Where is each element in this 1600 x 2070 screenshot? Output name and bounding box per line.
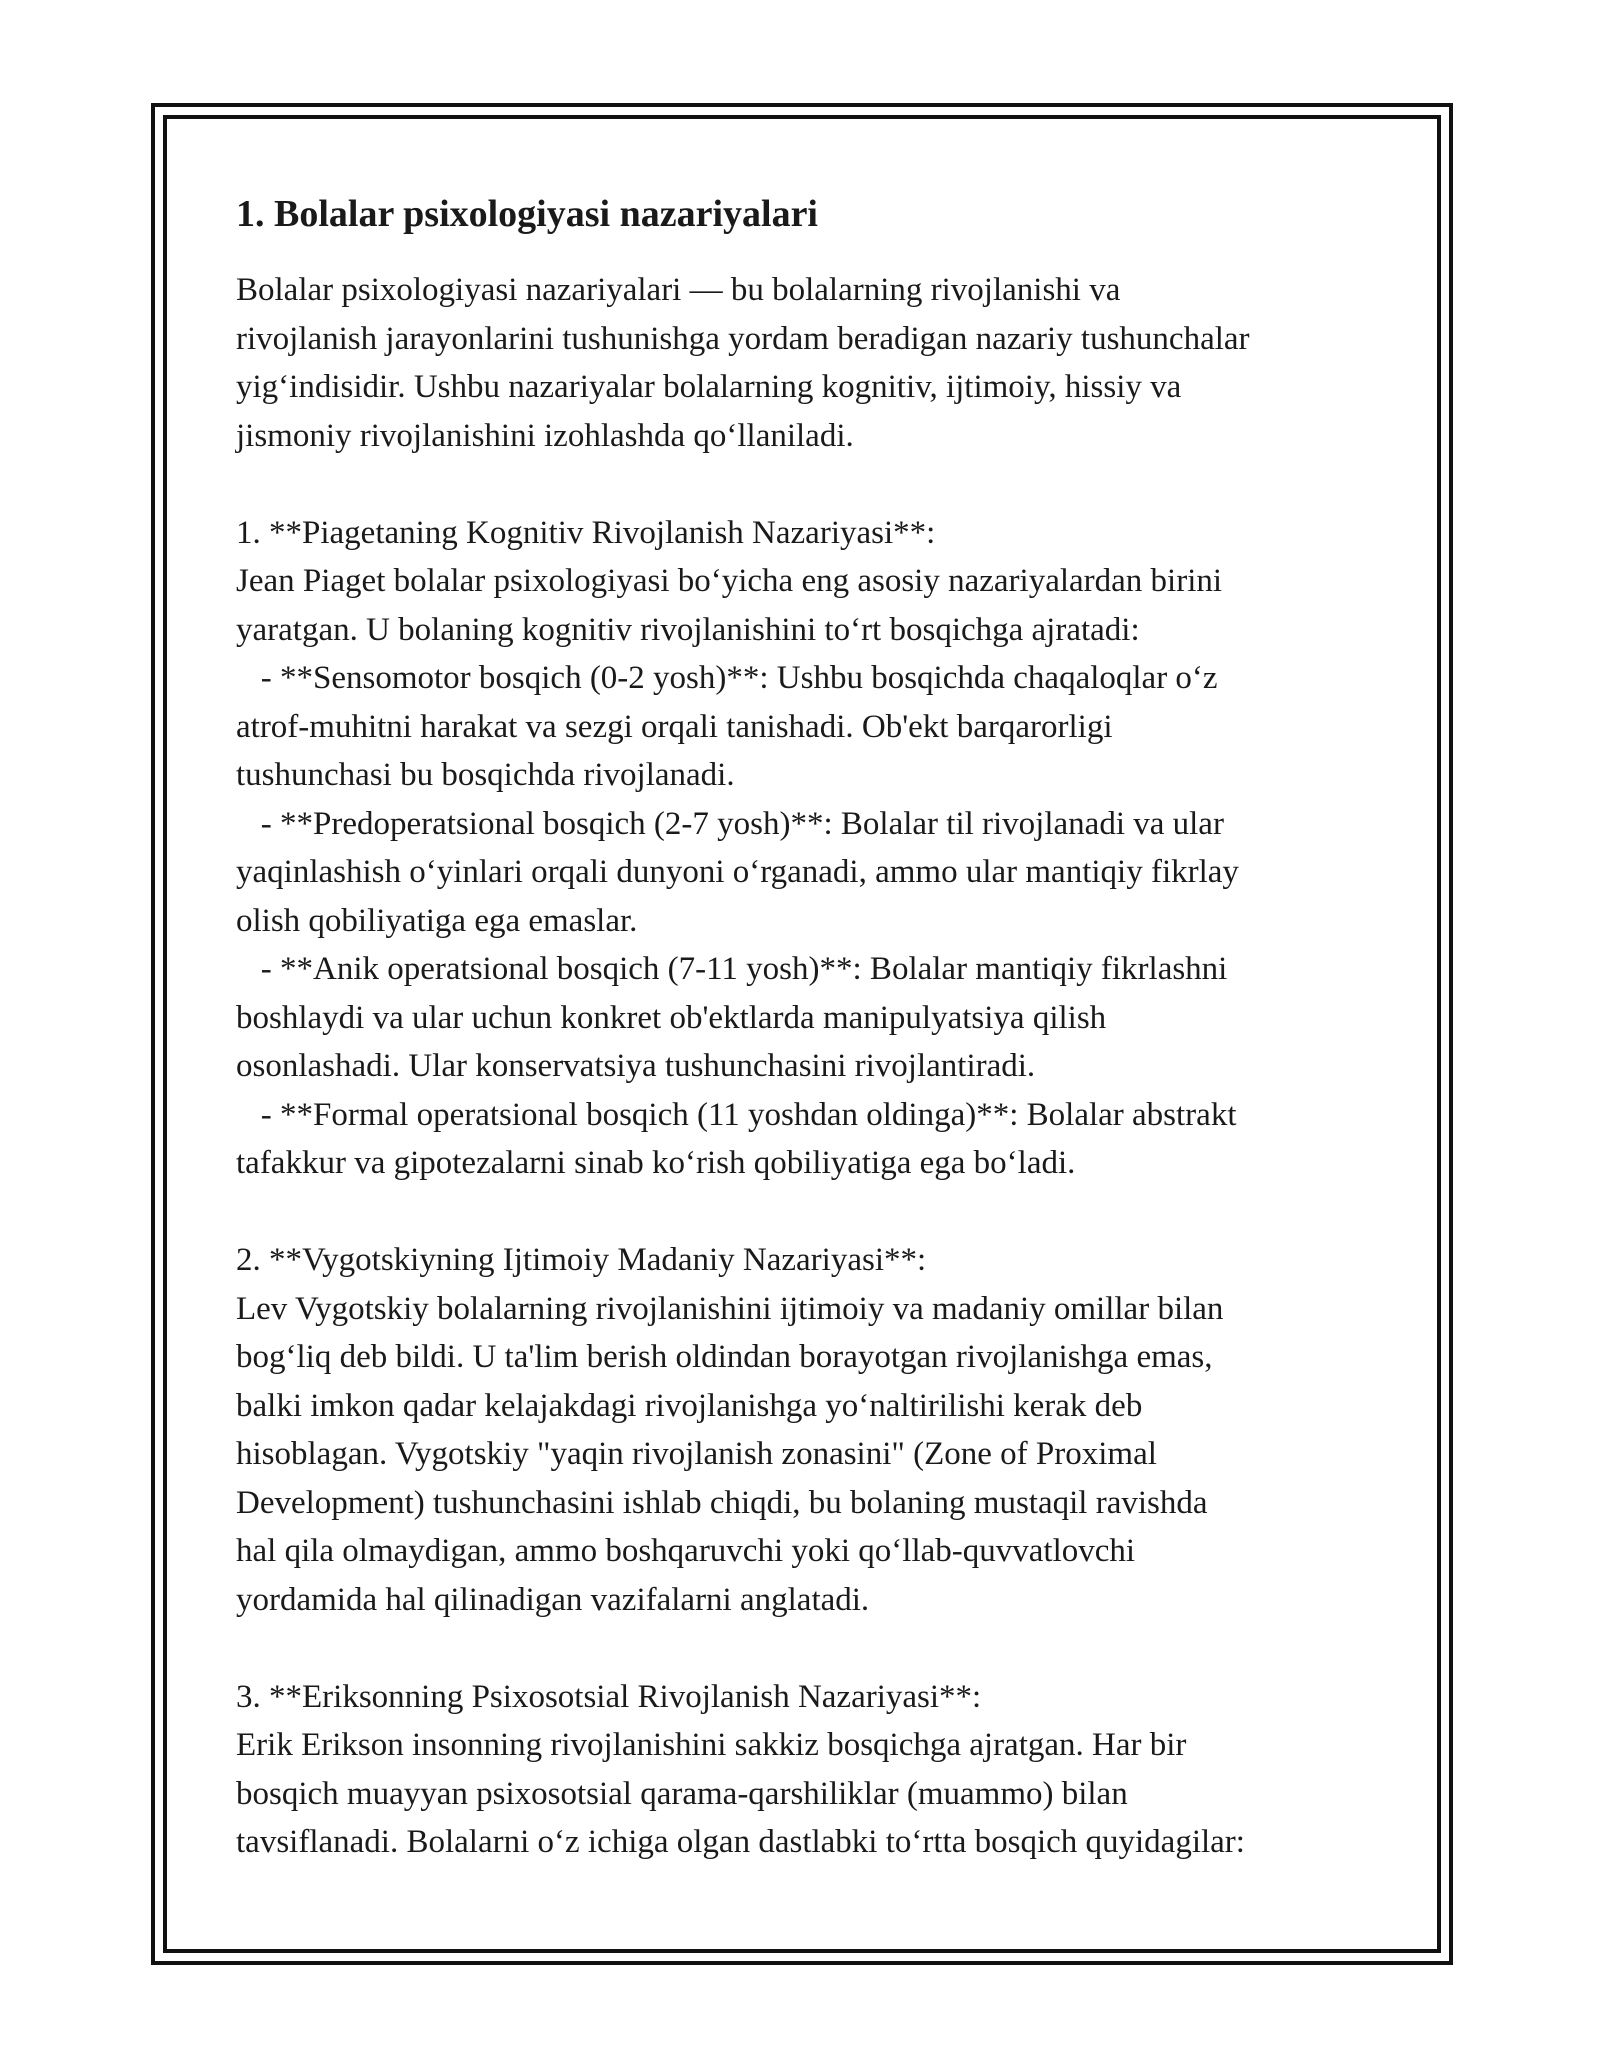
text-line: bosqich muayyan psixosotsial qarama-qarshiliklar (muammo) bilan [236, 1775, 1128, 1812]
text-line: tafakkur va gipotezalarni sinab ko‘rish qobiliyatiga ega bo‘ladi. [236, 1145, 1076, 1181]
text-line: yig‘indisidir. Ushbu nazariyalar bolalarning kognitiv, ijtimoiy, hissiy va [236, 369, 1182, 405]
text-line: Jean Piaget bolalar psixologiyasi bo‘yicha eng asosiy nazariyalardan birini [236, 563, 1223, 599]
text-line: olish qobiliyatiga ega emaslar. [236, 902, 638, 939]
text-line: Bolalar psixologiyasi nazariyalari — bu bolalarning rivojlanishi va [236, 272, 1121, 308]
text-line: yordamida hal qilinadigan vazifalarni anglatadi. [236, 1581, 870, 1618]
paragraph [236, 1236, 1376, 1624]
section-heading: 1. Bolalar psixologiyasi nazariyalari [236, 193, 818, 235]
paragraph [236, 509, 1376, 1188]
text-line: 2. **Vygotskiyning Ijtimoiy Madaniy Nazariyasi**: [236, 1242, 927, 1278]
text-line: tavsiflanadi. Bolalarni o‘z ichiga olgan dastlabki to‘rtta bosqich quyidagilar: [236, 1824, 1245, 1860]
text-line: yaratgan. U bolaning kognitiv rivojlanishini to‘rt bosqichga ajratadi: [236, 611, 1140, 648]
text-line: hal qila olmaydigan, ammo boshqaruvchi yoki qo‘llab-quvvatlovchi [236, 1533, 1136, 1569]
paragraph-gap [236, 460, 1376, 509]
text-line: osonlashadi. Ular konservatsiya tushunchasini rivojlantiradi. [236, 1048, 1036, 1084]
text-blocks [236, 266, 1376, 1867]
text-line: Erik Erikson insonning rivojlanishini sakkiz bosqichga ajratgan. Har bir [236, 1727, 1187, 1763]
text-line: hisoblagan. Vygotskiy "yaqin rivojlanish zonasini" (Zone of Proximal [236, 1436, 1157, 1472]
paragraph [236, 1673, 1376, 1867]
document-body [236, 190, 1376, 1867]
text-line: bog‘liq deb bildi. U ta'lim berish oldindan borayotgan rivojlanishga emas, [236, 1339, 1213, 1375]
paragraph [236, 266, 1376, 460]
text-line: Lev Vygotskiy bolalarning rivojlanishini ijtimoiy va madaniy omillar bilan [236, 1290, 1224, 1327]
text-line: yaqinlashish o‘yinlari orqali dunyoni o‘rganadi, ammo ular mantiqiy fikrlay [236, 854, 1239, 890]
text-line: 3. **Eriksonning Psixosotsial Rivojlanish Nazariyasi**: [236, 1678, 982, 1715]
text-line: 1. **Piagetaning Kognitiv Rivojlanish Nazariyasi**: [236, 514, 936, 551]
text-line: jismoniy rivojlanishini izohlashda qo‘llaniladi. [236, 417, 854, 454]
text-line: - **Anik operatsional bosqich (7-11 yosh)**: Bolalar mantiqiy fikrlashni [236, 951, 1228, 987]
text-line: - **Sensomotor bosqich (0-2 yosh)**: Ushbu bosqichda chaqaloqlar o‘z [236, 660, 1218, 696]
text-line: - **Predoperatsional bosqich (2-7 yosh)**: Bolalar til rivojlanadi va ular [236, 805, 1224, 842]
text-line: tushunchasi bu bosqichda rivojlanadi. [236, 757, 735, 793]
text-line: boshlaydi va ular uchun konkret ob'ektlarda manipulyatsiya qilish [236, 999, 1107, 1036]
text-line: Development) tushunchasini ishlab chiqdi, bu bolaning mustaqil ravishda [236, 1484, 1208, 1521]
text-line: balki imkon qadar kelajakdagi rivojlanishga yo‘naltirilishi kerak deb [236, 1387, 1143, 1424]
paragraph-gap [236, 1188, 1376, 1237]
text-line: rivojlanish jarayonlarini tushunishga yordam beradigan nazariy tushunchalar [236, 320, 1250, 357]
text-line: atrof-muhitni harakat va sezgi orqali tanishadi. Ob'ekt barqarorligi [236, 708, 1113, 745]
text-line: - **Formal operatsional bosqich (11 yoshdan oldinga)**: Bolalar abstrakt [236, 1096, 1237, 1133]
paragraph-gap [236, 1624, 1376, 1673]
